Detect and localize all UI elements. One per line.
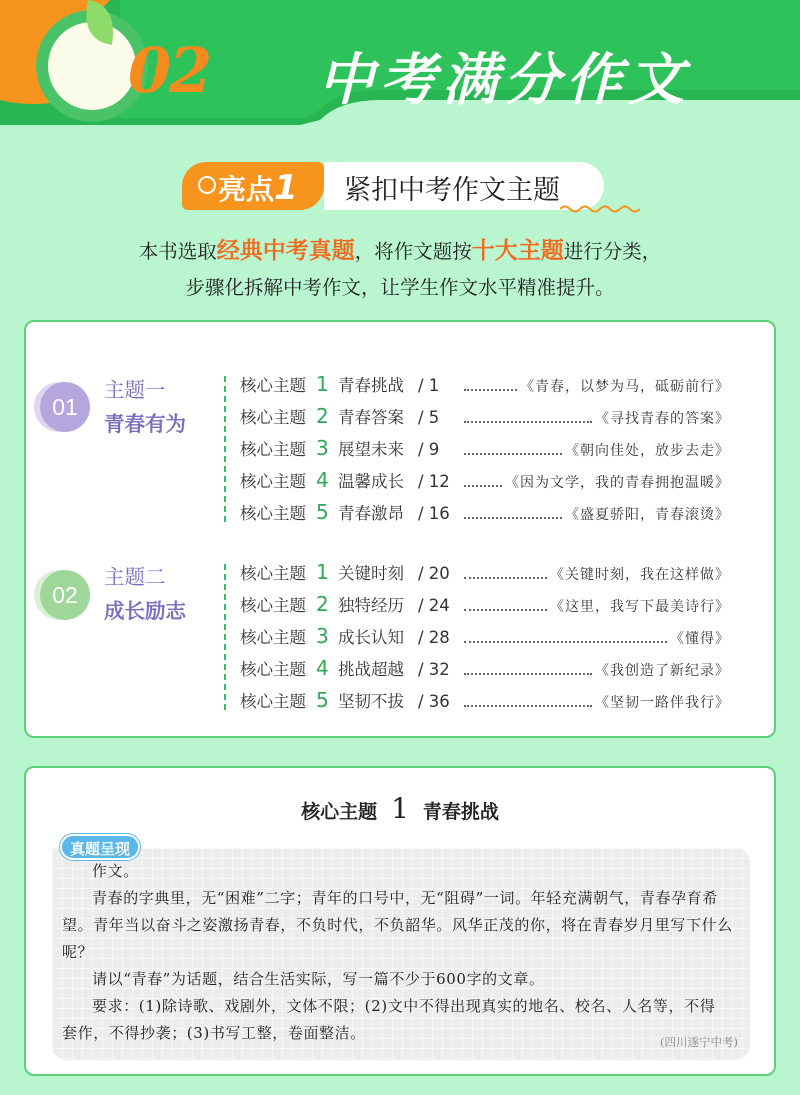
header-banner	[0, 0, 800, 125]
question-source: (四川遂宁中考)	[660, 1035, 738, 1049]
theme-divider	[224, 376, 226, 522]
toc-item[interactable]: 核心主题 2 青春答案 / 5 《寻找青春的答案》	[240, 404, 730, 428]
toc-item[interactable]: 核心主题 1 青春挑战 / 1 《青春，以梦为马，砥砺前行》	[240, 372, 730, 396]
highlight-title: 紧扣中考作文主题	[344, 175, 560, 206]
toc-item[interactable]: 核心主题 5 坚韧不拔 / 36 《坚韧一路伴我行》	[240, 688, 730, 712]
theme-name: 主题一 青春有为	[104, 378, 186, 436]
sample-heading: 核心主题 1 青春挑战	[301, 792, 499, 825]
question-paragraph: 作文。	[92, 862, 139, 880]
intro-line-2: 步骤化拆解中考作文，让学生作文水平精准提升。	[185, 276, 615, 299]
exam-tag-badge: 真题呈现	[60, 834, 140, 860]
badge-label: 亮点1	[218, 168, 298, 208]
wavy-underline-icon	[560, 204, 640, 214]
theme-number-badge: 01	[40, 382, 90, 432]
section-number: 02	[128, 34, 211, 107]
question-paragraph: 请以“青春”为话题，结合生活实际，写一篇不少于600字的文章。	[92, 970, 545, 988]
toc-item[interactable]: 核心主题 4 挑战超越 / 32 《我创造了新纪录》	[240, 656, 730, 680]
page-title: 中考满分作文	[318, 47, 690, 113]
question-paragraph: 青春的字典里，无“困难”二字；青年的口号中，无“阻碍”一词。年轻充满朝气，青春孕育希望。青年当以奋斗之姿激扬青春，不负时代，不负韶华。风华正茂的你，将在青春岁月里写下什么呢？	[62, 889, 733, 961]
toc-item[interactable]: 核心主题 3 展望未来 / 9 《朝向佳处，放步去走》	[240, 436, 730, 460]
toc-item[interactable]: 核心主题 1 关键时刻 / 20 《关键时刻，我在这样做》	[240, 560, 730, 584]
theme-name: 主题二 成长励志	[104, 565, 186, 623]
toc-item[interactable]: 核心主题 5 青春激昂 / 16 《盛夏骄阳，青春滚烫》	[240, 500, 730, 524]
theme-number-badge: 02	[40, 570, 90, 620]
highlight-badge	[182, 162, 324, 210]
intro-line-1: 本书选取经典中考真题，将作文题按十大主题进行分类，	[138, 238, 662, 264]
toc-item[interactable]: 核心主题 3 成长认知 / 28 《懂得》	[240, 624, 730, 648]
toc-item[interactable]: 核心主题 2 独特经历 / 24 《这里，我写下最美诗行》	[240, 592, 730, 616]
badge-dot-icon	[198, 176, 216, 194]
question-paragraph: 要求：(1)除诗歌、戏剧外，文体不限；(2)文中不得出现真实的地名、校名、人名等，不得套作，不得抄袭；(3)书写工整，卷面整洁。	[62, 997, 716, 1042]
toc-item[interactable]: 核心主题 4 温馨成长 / 12 《因为文学，我的青春拥抱温暖》	[240, 468, 730, 492]
theme-divider	[224, 564, 226, 710]
